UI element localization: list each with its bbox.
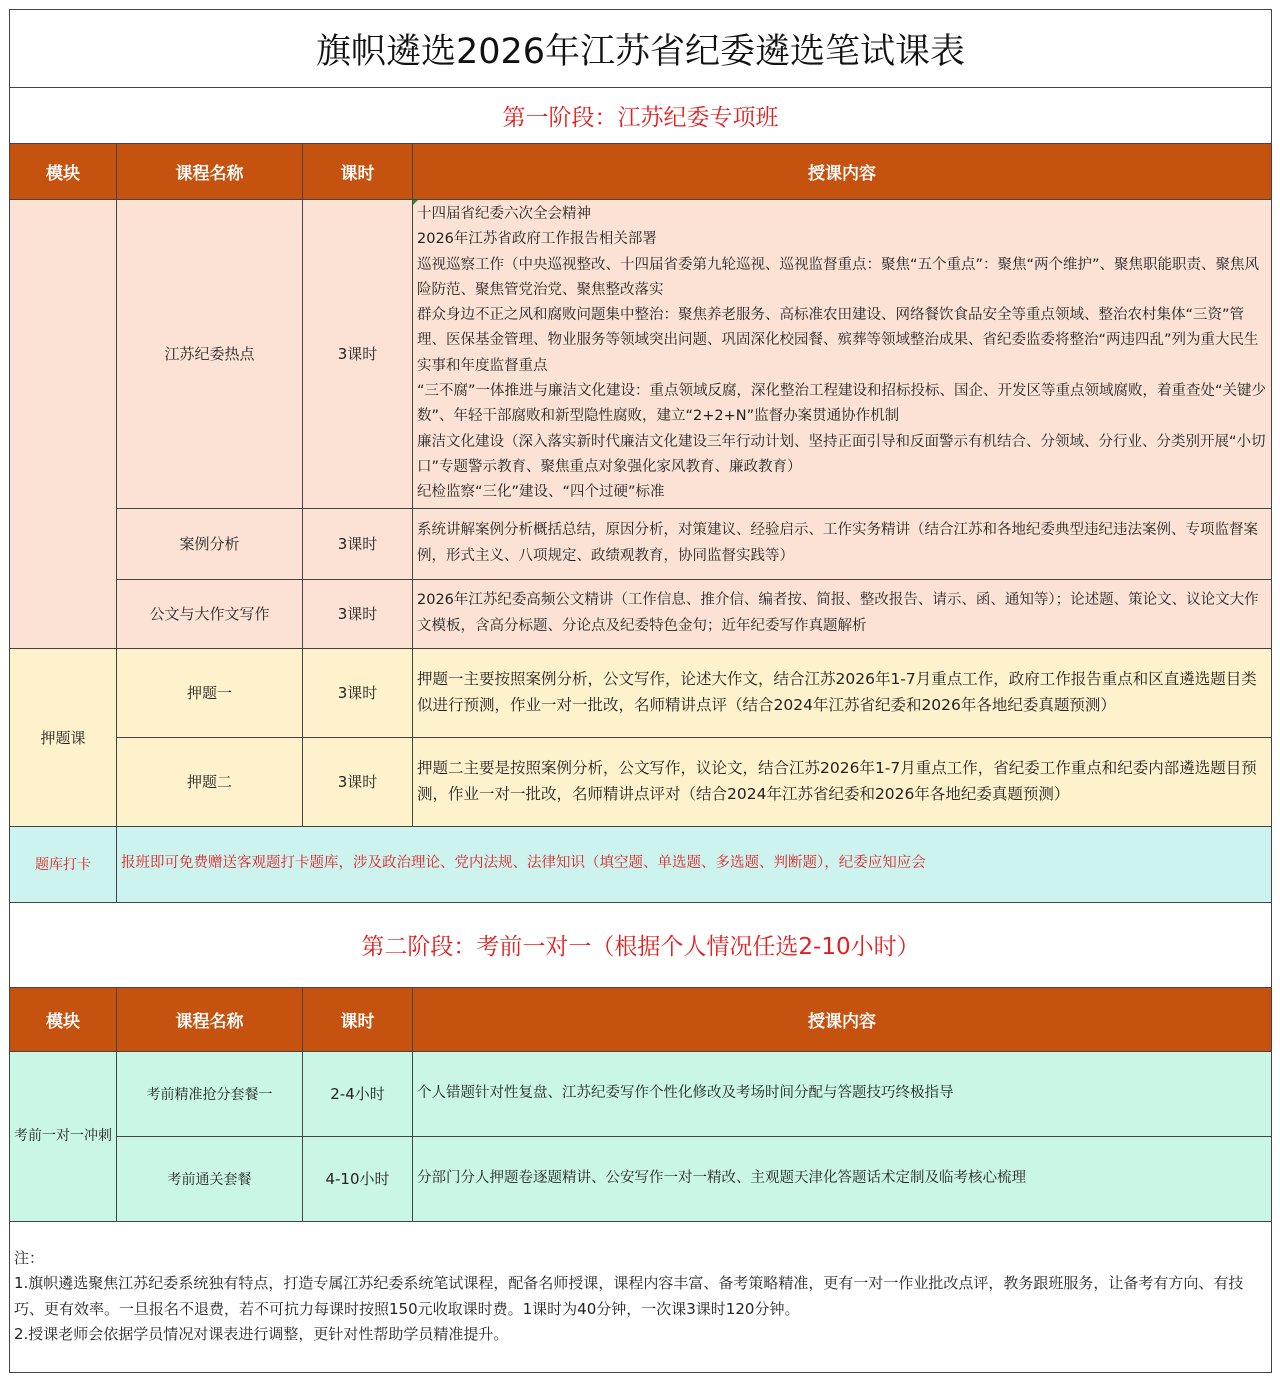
content-case: 系统讲解案例分析概括总结，原因分析，对策建议、经验启示、工作实务精讲（结合江苏和各地纪委典型违纪违法案例、专项监督案例，形式主义、八项规定、政绩观教育，协同监督实践等）: [413, 508, 1272, 579]
hours-writing: 3课时: [303, 579, 413, 648]
module-cell-special: [10, 200, 117, 649]
table-row-predict-one: [10, 648, 1272, 737]
table-row-pkg1: [10, 1051, 1272, 1136]
hours-hot: 3课时: [303, 200, 413, 509]
content-line: 十四届省纪委六次全会精神: [417, 206, 591, 222]
hours-pkg1: 2-4小时: [303, 1051, 413, 1136]
table-row-hot: [10, 200, 1272, 509]
content-line: 巡视巡察工作（中央巡视整改、十四届省委第九轮巡视、巡视监督重点：聚焦“五个重点”：聚焦“两个维护”、聚焦职能职责、聚焦风险防范、聚焦管党治党、聚焦整改落实: [417, 256, 1260, 298]
stage2-header-row: [10, 987, 1272, 1051]
content-hot: [413, 200, 1272, 509]
header-content: 授课内容: [413, 987, 1272, 1051]
table-row-pkg2: [10, 1136, 1272, 1221]
page-title: 旗帜遴选2026年江苏省纪委遴选笔试课表: [10, 10, 1272, 88]
course-predict-two: 押题二: [117, 737, 303, 826]
content-pkg2: 分部门分人押题卷逐题精讲、公安写作一对一精改、主观题天津化答题话术定制及临考核心梳理: [413, 1136, 1272, 1221]
course-predict-one: 押题一: [117, 648, 303, 737]
course-schedule-sheet: [9, 9, 1271, 1373]
module-sprint: 考前一对一冲刺: [10, 1051, 117, 1221]
header-module: 模块: [10, 987, 117, 1051]
course-case: 案例分析: [117, 508, 303, 579]
module-predict: 押题课: [10, 648, 117, 826]
table-row-predict-two: [10, 737, 1272, 826]
header-hours: 课时: [303, 987, 413, 1051]
table-row-bank: [10, 826, 1272, 902]
module-bank: 题库打卡: [10, 826, 117, 902]
content-line: “三不腐”一体推进与廉洁文化建设：重点领域反腐，深化整治工程建设和招标投标、国企、开发区等重点领域腐败，着重查处“关键少数”、年轻干部腐败和新型隐性腐败，建立“2+2+N”监督办案贯通协作机制: [417, 383, 1267, 425]
header-course: 课程名称: [117, 144, 303, 200]
hours-predict-two: 3课时: [303, 737, 413, 826]
notes-heading: 注：: [14, 1248, 45, 1267]
content-line: 廉洁文化建设（深入落实新时代廉洁文化建设三年行动计划、坚持正面引导和反面警示有机结合、分领域、分行业、分类别开展“小切口”专题警示教育、聚焦重点对象强化家风教育、廉政教育）: [417, 433, 1266, 475]
table-row-writing: [10, 579, 1272, 648]
schedule-table: [9, 9, 1272, 1373]
course-pkg2: 考前通关套餐: [117, 1136, 303, 1221]
content-line: 2026年江苏省政府工作报告相关部署: [417, 231, 657, 248]
content-predict-one: 押题一主要按照案例分析，公文写作，论述大作文，结合江苏2026年1-7月重点工作，政府工作报告重点和区直遴选题目类似进行预测，作业一对一批改，名师精讲点评（结合2024年江苏省纪委和2026年各地纪委真题预测）: [413, 648, 1272, 737]
note-item: 1.旗帜遴选聚焦江苏纪委系统独有特点，打造专属江苏纪委系统笔试课程，配备名师授课，课程内容丰富、备考策略精准，更有一对一作业批改点评，教务跟班服务，让备考有方向、有技巧、更有效率。一旦报名不退费，若不可抗力每课时按照150元收取课时费。1课时为40分钟，一次课3课时120分钟。: [14, 1274, 1244, 1318]
header-hours: 课时: [303, 144, 413, 200]
content-predict-two: 押题二主要是按照案例分析，公文写作，议论文，结合江苏2026年1-7月重点工作，省纪委工作重点和纪委内部遴选题目预测，作业一对一批改，名师精讲点评对（结合2024年江苏省纪委和2026年各地纪委真题预测）: [413, 737, 1272, 826]
notes-block: [10, 1221, 1272, 1372]
stage1-header-row: [10, 144, 1272, 200]
header-module: 模块: [10, 144, 117, 200]
content-pkg1: 个人错题针对性复盘、江苏纪委写作个性化修改及考场时间分配与答题技巧终极指导: [413, 1051, 1272, 1136]
content-bank: 报班即可免费赠送客观题打卡题库，涉及政治理论、党内法规、法律知识（填空题、单选题、多选题、判断题），纪委应知应会: [117, 826, 1272, 902]
table-row-case: [10, 508, 1272, 579]
stage2-heading: 第二阶段：考前一对一（根据个人情况任选2-10小时）: [10, 902, 1272, 987]
table-row-notes: [10, 1221, 1272, 1372]
header-content: 授课内容: [413, 144, 1272, 200]
course-pkg1: 考前精准抢分套餐一: [117, 1051, 303, 1136]
hours-pkg2: 4-10小时: [303, 1136, 413, 1221]
course-writing: 公文与大作文写作: [117, 579, 303, 648]
content-line: 群众身边不正之风和腐败问题集中整治：聚焦养老服务、高标准农田建设、网络餐饮食品安全等重点领域、整治农村集体“三资”管理、医保基金管理、物业服务等领域突出问题、巩固深化校园餐、殡葬等领域整治成果、省纪委监委将整治“两违四乱”列为重大民生实事和年度监督重点: [417, 307, 1259, 374]
hours-case: 3课时: [303, 508, 413, 579]
content-line: 纪检监察“三化”建设、“四个过硬”标准: [417, 484, 665, 501]
hours-predict-one: 3课时: [303, 648, 413, 737]
header-course: 课程名称: [117, 987, 303, 1051]
content-writing: 2026年江苏纪委高频公文精讲（工作信息、推介信、编者按、简报、整改报告、请示、函、通知等）；论述题、策论文、议论文大作文模板，含高分标题、分论点及纪委特色金句；近年纪委写作真题解析: [413, 579, 1272, 648]
stage1-heading: 第一阶段：江苏纪委专项班: [10, 88, 1272, 144]
course-hot: 江苏纪委热点: [117, 200, 303, 509]
note-item: 2.授课老师会依据学员情况对课表进行调整，更针对性帮助学员精准提升。: [14, 1325, 509, 1344]
